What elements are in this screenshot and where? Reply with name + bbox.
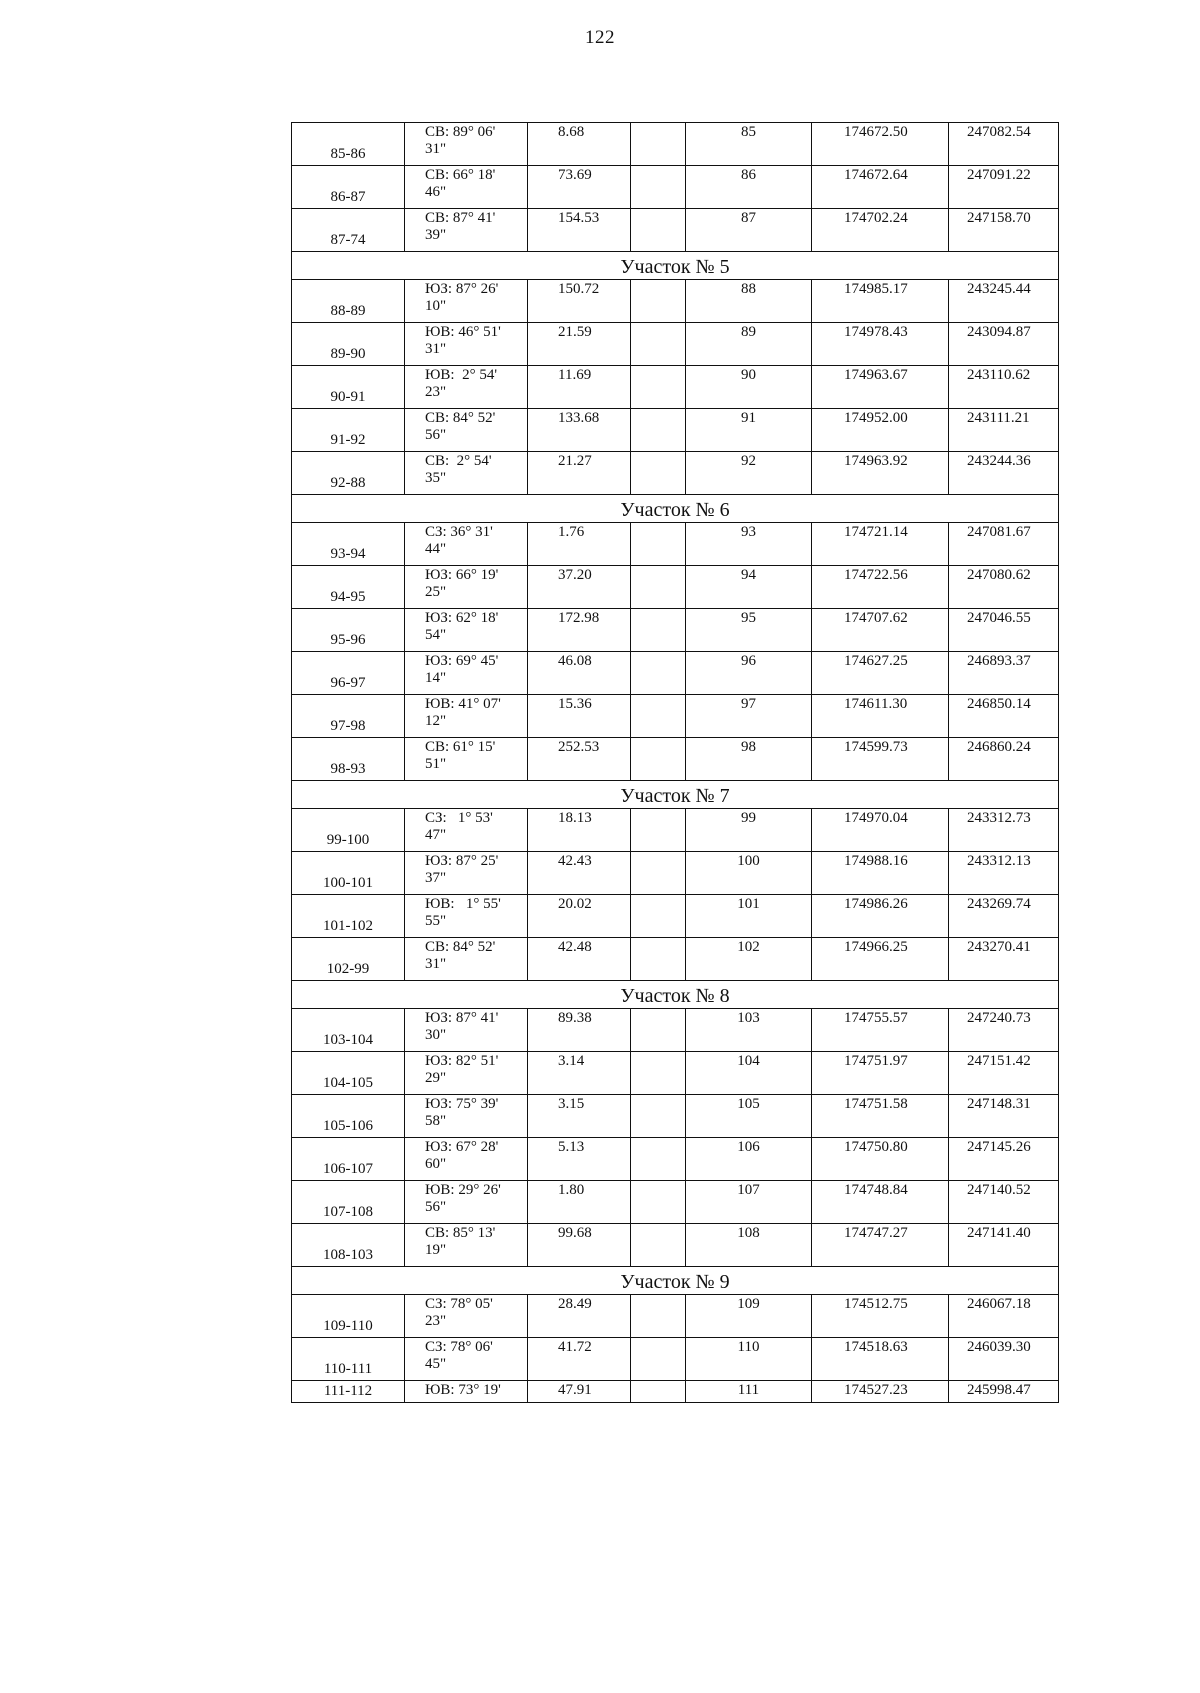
x-coordinate-cell: 174512.75: [812, 1295, 949, 1338]
table-row: [292, 695, 1059, 738]
plot-header-row: [292, 981, 1059, 1009]
distance-cell: 172.98: [528, 609, 631, 652]
bearing-cell: СВ: 66° 18' 46": [405, 166, 528, 209]
point-number-cell: 97: [686, 695, 812, 738]
distance-cell: 252.53: [528, 738, 631, 781]
empty-cell: [631, 938, 686, 981]
segment-cell: 103-104: [292, 1009, 405, 1052]
x-coordinate-cell: 174672.64: [812, 166, 949, 209]
empty-cell: [631, 1095, 686, 1138]
y-coordinate-cell: 247240.73: [949, 1009, 1059, 1052]
plot-title: Участок № 7: [292, 781, 1059, 809]
segment-cell: 98-93: [292, 738, 405, 781]
segment-cell: 101-102: [292, 895, 405, 938]
segment-cell: 102-99: [292, 938, 405, 981]
segment-cell: 88-89: [292, 280, 405, 323]
bearing-cell: ЮЗ: 87° 26' 10": [405, 280, 528, 323]
distance-cell: 47.91: [528, 1381, 631, 1403]
x-coordinate-cell: 174970.04: [812, 809, 949, 852]
y-coordinate-cell: 243269.74: [949, 895, 1059, 938]
bearing-cell: ЮЗ: 82° 51' 29": [405, 1052, 528, 1095]
x-coordinate-cell: 174750.80: [812, 1138, 949, 1181]
plot-header-row: [292, 781, 1059, 809]
empty-cell: [631, 1338, 686, 1381]
empty-cell: [631, 323, 686, 366]
point-number-cell: 101: [686, 895, 812, 938]
x-coordinate-cell: 174986.26: [812, 895, 949, 938]
x-coordinate-cell: 174721.14: [812, 523, 949, 566]
plot-title: Участок № 6: [292, 495, 1059, 523]
x-coordinate-cell: 174963.67: [812, 366, 949, 409]
point-number-cell: 96: [686, 652, 812, 695]
table-row: [292, 1295, 1059, 1338]
table-row: [292, 1095, 1059, 1138]
segment-cell: 86-87: [292, 166, 405, 209]
page-number: 122: [585, 27, 615, 48]
y-coordinate-cell: 247145.26: [949, 1138, 1059, 1181]
table-row: [292, 1338, 1059, 1381]
y-coordinate-cell: 246067.18: [949, 1295, 1059, 1338]
x-coordinate-cell: 174611.30: [812, 695, 949, 738]
point-number-cell: 106: [686, 1138, 812, 1181]
plot-header-row: [292, 1267, 1059, 1295]
distance-cell: 154.53: [528, 209, 631, 252]
y-coordinate-cell: 247148.31: [949, 1095, 1059, 1138]
bearing-cell: СЗ: 78° 05' 23": [405, 1295, 528, 1338]
empty-cell: [631, 1009, 686, 1052]
segment-cell: 94-95: [292, 566, 405, 609]
y-coordinate-cell: 246893.37: [949, 652, 1059, 695]
bearing-cell: ЮЗ: 67° 28' 60": [405, 1138, 528, 1181]
table-row: [292, 123, 1059, 166]
table-row: [292, 1381, 1059, 1403]
bearing-cell: ЮЗ: 75° 39' 58": [405, 1095, 528, 1138]
x-coordinate-cell: 174966.25: [812, 938, 949, 981]
y-coordinate-cell: 246850.14: [949, 695, 1059, 738]
point-number-cell: 92: [686, 452, 812, 495]
plot-header-row: [292, 252, 1059, 280]
point-number-cell: 99: [686, 809, 812, 852]
y-coordinate-cell: 243094.87: [949, 323, 1059, 366]
empty-cell: [631, 652, 686, 695]
empty-cell: [631, 123, 686, 166]
empty-cell: [631, 809, 686, 852]
empty-cell: [631, 166, 686, 209]
table-row: [292, 1138, 1059, 1181]
y-coordinate-cell: 243111.21: [949, 409, 1059, 452]
bearing-cell: ЮВ: 29° 26' 56": [405, 1181, 528, 1224]
table-row: [292, 852, 1059, 895]
distance-cell: 28.49: [528, 1295, 631, 1338]
distance-cell: 89.38: [528, 1009, 631, 1052]
bearing-cell: ЮЗ: 87° 25' 37": [405, 852, 528, 895]
point-number-cell: 105: [686, 1095, 812, 1138]
x-coordinate-cell: 174599.73: [812, 738, 949, 781]
x-coordinate-cell: 174751.97: [812, 1052, 949, 1095]
table-body: [292, 123, 1059, 1403]
bearing-cell: СВ: 87° 41' 39": [405, 209, 528, 252]
y-coordinate-cell: 247140.52: [949, 1181, 1059, 1224]
x-coordinate-cell: 174672.50: [812, 123, 949, 166]
distance-cell: 46.08: [528, 652, 631, 695]
table-row: [292, 1052, 1059, 1095]
y-coordinate-cell: 247141.40: [949, 1224, 1059, 1267]
bearing-cell: СВ: 61° 15' 51": [405, 738, 528, 781]
distance-cell: 8.68: [528, 123, 631, 166]
segment-cell: 87-74: [292, 209, 405, 252]
table-row: [292, 366, 1059, 409]
segment-cell: 99-100: [292, 809, 405, 852]
bearing-cell: ЮВ: 73° 19': [405, 1381, 528, 1403]
distance-cell: 21.59: [528, 323, 631, 366]
y-coordinate-cell: 243110.62: [949, 366, 1059, 409]
point-number-cell: 98: [686, 738, 812, 781]
bearing-cell: СВ: 84° 52' 56": [405, 409, 528, 452]
point-number-cell: 91: [686, 409, 812, 452]
coordinates-table: [291, 122, 1059, 1403]
table-row: [292, 409, 1059, 452]
empty-cell: [631, 366, 686, 409]
bearing-cell: СВ: 84° 52' 31": [405, 938, 528, 981]
empty-cell: [631, 523, 686, 566]
y-coordinate-cell: 247091.22: [949, 166, 1059, 209]
segment-cell: 104-105: [292, 1052, 405, 1095]
segment-cell: 85-86: [292, 123, 405, 166]
table-row: [292, 209, 1059, 252]
segment-cell: 107-108: [292, 1181, 405, 1224]
table-row: [292, 1224, 1059, 1267]
x-coordinate-cell: 174527.23: [812, 1381, 949, 1403]
point-number-cell: 100: [686, 852, 812, 895]
segment-cell: 109-110: [292, 1295, 405, 1338]
table-row: [292, 609, 1059, 652]
segment-cell: 91-92: [292, 409, 405, 452]
point-number-cell: 93: [686, 523, 812, 566]
table-row: [292, 566, 1059, 609]
bearing-cell: СЗ: 1° 53' 47": [405, 809, 528, 852]
table-row: [292, 652, 1059, 695]
distance-cell: 42.43: [528, 852, 631, 895]
distance-cell: 150.72: [528, 280, 631, 323]
distance-cell: 1.80: [528, 1181, 631, 1224]
table-row: [292, 323, 1059, 366]
bearing-cell: СВ: 2° 54' 35": [405, 452, 528, 495]
segment-cell: 93-94: [292, 523, 405, 566]
point-number-cell: 110: [686, 1338, 812, 1381]
empty-cell: [631, 852, 686, 895]
x-coordinate-cell: 174702.24: [812, 209, 949, 252]
y-coordinate-cell: 243270.41: [949, 938, 1059, 981]
table-row: [292, 166, 1059, 209]
point-number-cell: 102: [686, 938, 812, 981]
segment-cell: 100-101: [292, 852, 405, 895]
y-coordinate-cell: 247080.62: [949, 566, 1059, 609]
distance-cell: 3.14: [528, 1052, 631, 1095]
y-coordinate-cell: 243245.44: [949, 280, 1059, 323]
empty-cell: [631, 1181, 686, 1224]
y-coordinate-cell: 243244.36: [949, 452, 1059, 495]
x-coordinate-cell: 174747.27: [812, 1224, 949, 1267]
segment-cell: 108-103: [292, 1224, 405, 1267]
segment-cell: 90-91: [292, 366, 405, 409]
segment-cell: 96-97: [292, 652, 405, 695]
point-number-cell: 107: [686, 1181, 812, 1224]
empty-cell: [631, 209, 686, 252]
segment-cell: 97-98: [292, 695, 405, 738]
point-number-cell: 111: [686, 1381, 812, 1403]
empty-cell: [631, 280, 686, 323]
bearing-cell: СВ: 85° 13' 19": [405, 1224, 528, 1267]
x-coordinate-cell: 174755.57: [812, 1009, 949, 1052]
y-coordinate-cell: 247046.55: [949, 609, 1059, 652]
bearing-cell: ЮВ: 2° 54' 23": [405, 366, 528, 409]
distance-cell: 18.13: [528, 809, 631, 852]
point-number-cell: 85: [686, 123, 812, 166]
empty-cell: [631, 452, 686, 495]
y-coordinate-cell: 243312.13: [949, 852, 1059, 895]
empty-cell: [631, 409, 686, 452]
distance-cell: 15.36: [528, 695, 631, 738]
y-coordinate-cell: 247151.42: [949, 1052, 1059, 1095]
y-coordinate-cell: 247081.67: [949, 523, 1059, 566]
segment-cell: 111-112: [292, 1381, 405, 1403]
distance-cell: 42.48: [528, 938, 631, 981]
bearing-cell: ЮВ: 1° 55' 55": [405, 895, 528, 938]
y-coordinate-cell: 246039.30: [949, 1338, 1059, 1381]
table-row: [292, 452, 1059, 495]
empty-cell: [631, 1381, 686, 1403]
point-number-cell: 89: [686, 323, 812, 366]
x-coordinate-cell: 174963.92: [812, 452, 949, 495]
empty-cell: [631, 609, 686, 652]
y-coordinate-cell: 247158.70: [949, 209, 1059, 252]
distance-cell: 21.27: [528, 452, 631, 495]
x-coordinate-cell: 174748.84: [812, 1181, 949, 1224]
bearing-cell: ЮВ: 41° 07' 12": [405, 695, 528, 738]
point-number-cell: 94: [686, 566, 812, 609]
segment-cell: 106-107: [292, 1138, 405, 1181]
point-number-cell: 108: [686, 1224, 812, 1267]
bearing-cell: СВ: 89° 06' 31": [405, 123, 528, 166]
table-row: [292, 809, 1059, 852]
distance-cell: 133.68: [528, 409, 631, 452]
plot-title: Участок № 8: [292, 981, 1059, 1009]
table-row: [292, 895, 1059, 938]
bearing-cell: ЮЗ: 69° 45' 14": [405, 652, 528, 695]
empty-cell: [631, 1224, 686, 1267]
table-row: [292, 1009, 1059, 1052]
segment-cell: 105-106: [292, 1095, 405, 1138]
point-number-cell: 103: [686, 1009, 812, 1052]
segment-cell: 110-111: [292, 1338, 405, 1381]
distance-cell: 5.13: [528, 1138, 631, 1181]
bearing-cell: ЮЗ: 87° 41' 30": [405, 1009, 528, 1052]
point-number-cell: 86: [686, 166, 812, 209]
bearing-cell: ЮЗ: 62° 18' 54": [405, 609, 528, 652]
empty-cell: [631, 1295, 686, 1338]
segment-cell: 92-88: [292, 452, 405, 495]
bearing-cell: СЗ: 36° 31' 44": [405, 523, 528, 566]
x-coordinate-cell: 174978.43: [812, 323, 949, 366]
distance-cell: 3.15: [528, 1095, 631, 1138]
distance-cell: 37.20: [528, 566, 631, 609]
empty-cell: [631, 566, 686, 609]
x-coordinate-cell: 174751.58: [812, 1095, 949, 1138]
distance-cell: 11.69: [528, 366, 631, 409]
x-coordinate-cell: 174722.56: [812, 566, 949, 609]
empty-cell: [631, 695, 686, 738]
y-coordinate-cell: 243312.73: [949, 809, 1059, 852]
point-number-cell: 88: [686, 280, 812, 323]
plot-header-row: [292, 495, 1059, 523]
table-row: [292, 1181, 1059, 1224]
segment-cell: 89-90: [292, 323, 405, 366]
y-coordinate-cell: 245998.47: [949, 1381, 1059, 1403]
bearing-cell: ЮВ: 46° 51' 31": [405, 323, 528, 366]
x-coordinate-cell: 174707.62: [812, 609, 949, 652]
point-number-cell: 109: [686, 1295, 812, 1338]
x-coordinate-cell: 174518.63: [812, 1338, 949, 1381]
x-coordinate-cell: 174985.17: [812, 280, 949, 323]
empty-cell: [631, 1052, 686, 1095]
point-number-cell: 104: [686, 1052, 812, 1095]
table-row: [292, 938, 1059, 981]
x-coordinate-cell: 174627.25: [812, 652, 949, 695]
y-coordinate-cell: 246860.24: [949, 738, 1059, 781]
bearing-cell: СЗ: 78° 06' 45": [405, 1338, 528, 1381]
x-coordinate-cell: 174952.00: [812, 409, 949, 452]
table-row: [292, 523, 1059, 566]
segment-cell: 95-96: [292, 609, 405, 652]
point-number-cell: 90: [686, 366, 812, 409]
distance-cell: 99.68: [528, 1224, 631, 1267]
x-coordinate-cell: 174988.16: [812, 852, 949, 895]
empty-cell: [631, 895, 686, 938]
plot-title: Участок № 9: [292, 1267, 1059, 1295]
empty-cell: [631, 1138, 686, 1181]
distance-cell: 73.69: [528, 166, 631, 209]
empty-cell: [631, 738, 686, 781]
distance-cell: 41.72: [528, 1338, 631, 1381]
bearing-cell: ЮЗ: 66° 19' 25": [405, 566, 528, 609]
distance-cell: 20.02: [528, 895, 631, 938]
table-row: [292, 280, 1059, 323]
table-row: [292, 738, 1059, 781]
y-coordinate-cell: 247082.54: [949, 123, 1059, 166]
point-number-cell: 87: [686, 209, 812, 252]
point-number-cell: 95: [686, 609, 812, 652]
plot-title: Участок № 5: [292, 252, 1059, 280]
distance-cell: 1.76: [528, 523, 631, 566]
